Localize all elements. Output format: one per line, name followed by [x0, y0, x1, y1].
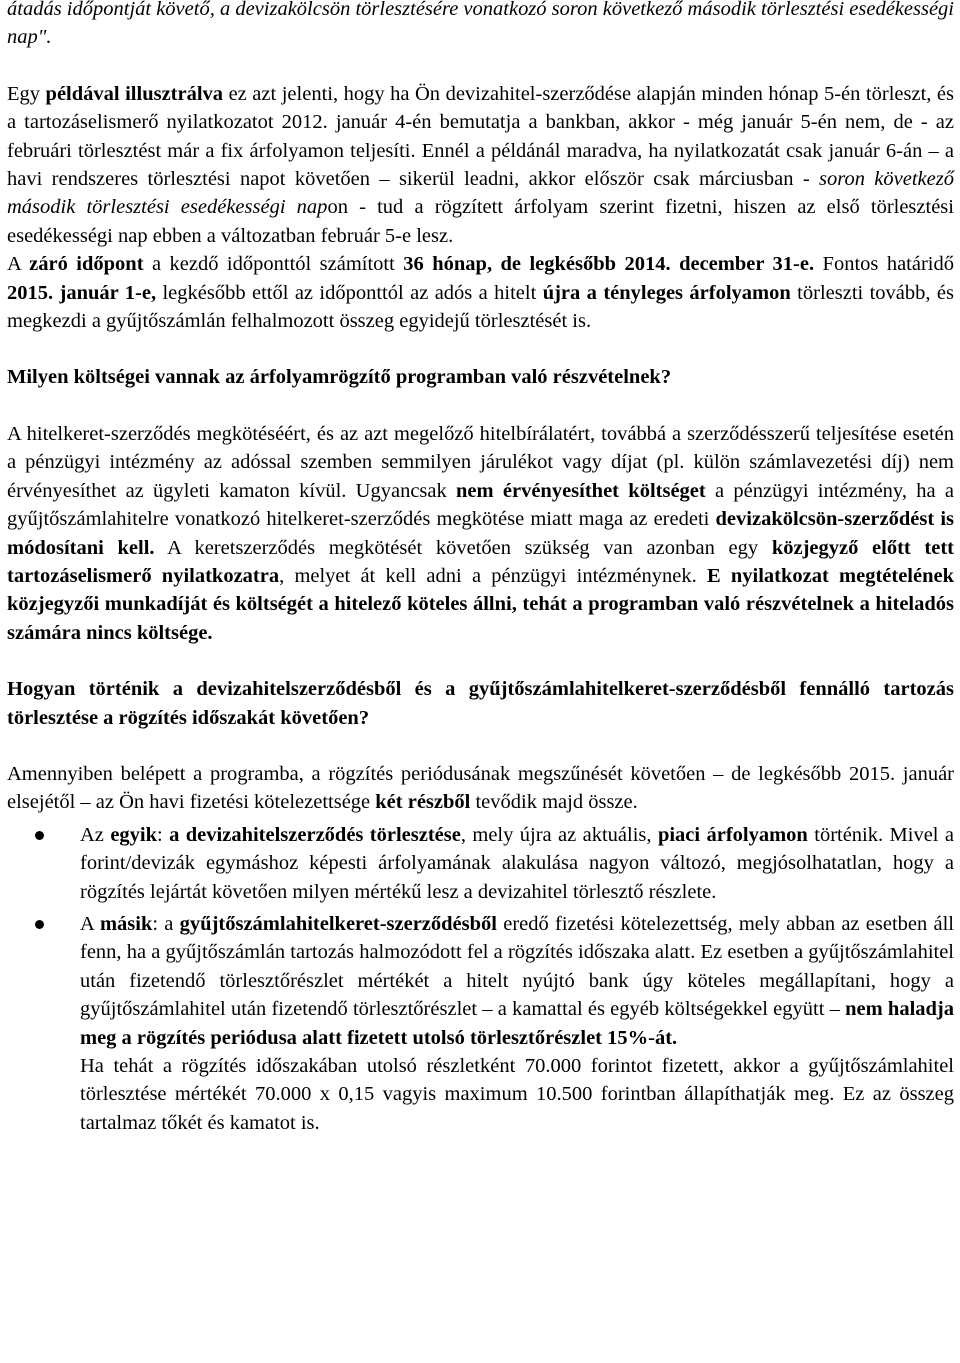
text: eredő fizetési kötelezettség, mely abban az esetben áll fenn, ha a gyűjtőszámlán tartozás halmozódott fel a rögzítés időszaka alatt. Ez esetben a gyűjtőszámlahitel után fizetendő törlesztőrészlet mértékét a hitelt nyújtó bank úgy köteles megállapítani, hogy a gyűjtőszámlahitel után fizetendő törlesztőrészlet – a kamattal és egyéb költségekkel együtt –: [80, 912, 955, 1021]
text: Egy: [7, 82, 46, 105]
bullet-icon: [35, 831, 44, 840]
text: A keretszerződés megkötését követően szükség van azonban egy: [154, 536, 772, 559]
paragraph-example-calculation: [7, 1052, 954, 1137]
bold-text: közjegyző előtt tett tartozáselismerő nyilatkozatra: [7, 536, 954, 587]
bold-text: újra a tényleges árfolyamon: [542, 281, 791, 304]
text: Fontos határidő: [814, 253, 954, 276]
paragraph-repayment: [7, 760, 954, 817]
bold-text: egyik: [110, 823, 158, 846]
text: A: [7, 253, 30, 276]
bold-text: E nyilatkozat megtételének közjegyzői munkadíját és költségét a hitelező köteles állni, tehát a programban való részvételnek a hiteladós számára nincs költsége.: [7, 564, 955, 644]
paragraph-deadline: [7, 250, 954, 335]
text: tevődik majd össze.: [470, 791, 638, 814]
bold-text: két részből: [375, 791, 471, 814]
italic-text: soron következő második törlesztési esedékességi nap: [7, 168, 954, 219]
bold-text: másik: [99, 912, 153, 935]
text: :: [157, 823, 170, 846]
text: történik. Mivel a forint/devizák egymáshoz képesti árfolyamának alakulása nagyon változó, megjósolhatatlan, hogy a rögzítés lejártát követően milyen mértékű lesz a devizahitel törlesztő részlete.: [80, 823, 955, 903]
italic-text: átadás időpontját követő, a devizakölcsön törlesztésére vonatkozó soron következő második törlesztési esedékességi nap".: [7, 0, 954, 49]
bold-text: piaci árfolyamon: [657, 823, 808, 846]
text: a pénzügyi intézmény, ha a gyűjtőszámlahitelre vonatkozó hitelkeret-szerződés megkötése miatt maga az eredeti: [7, 479, 954, 531]
bullet-list: [7, 821, 954, 1052]
bold-text: záró időpont: [29, 253, 144, 276]
list-item: [7, 910, 954, 1052]
bold-text: 36 hónap, de legkésőbb 2014. december 31-e.: [403, 253, 815, 276]
paragraph-example: [7, 80, 954, 250]
text: Ha tehát a rögzítés időszakában utolsó részletként 70.000 forintot fizetett, akkor a gyűjtőszámlahitel törlesztése mértékét 70.000 x 0,15 vagyis maximum 10.500 forintban állapíthatják meg. Ez az összeg tartalmaz tőkét és kamatot is.: [80, 1055, 954, 1134]
paragraph-intro-tail: [7, 0, 954, 52]
text: , melyet át kell adni a pénzügyi intézménynek.: [279, 564, 707, 587]
bold-text: 2015. január 1-e,: [7, 281, 157, 304]
list-item: [7, 821, 954, 906]
text: legkésőbb ettől az időponttól az adós a hitelt: [156, 281, 543, 304]
text: : a: [152, 912, 180, 935]
bold-text: a devizahitelszerződés törlesztése: [169, 823, 461, 846]
bold-text: nem haladja meg a rögzítés periódusa alatt fizetett utolsó törlesztőrészlet 15%-át.: [80, 998, 954, 1049]
text: Amennyiben belépett a programba, a rögzítés periódusának megszűnését követően – de legkésőbb 2015. január elsejétől – az Ön havi fizetési kötelezettsége: [7, 762, 954, 814]
text: ez azt jelenti, hogy ha Ön devizahitel-szerződése alapján minden hónap 5-én törleszt, és a tartozáselismerő nyilatkozatot 2012. január 4-én bemutatja a bankban, akkor - még január 5-én nem, de - az februári törlesztést már a fix árfolyamon teljesíti. Ennél a példánál maradva, ha nyilatkozatát csak január 6-án – a havi rendszeres törlesztési napot követően – sikerül leadni, akkor először csak márciusban -: [7, 82, 954, 191]
text: A hitelkeret-szerződés megkötéséért, és az azt megelőző hitelbírálatért, továbbá a szerződésszerű teljesítése esetén a pénzügyi intézmény az adóssal szemben semmilyen járulékot vagy díjat (pl. külön számlavezetési díj) nem érvényesíthet az ügyleti kamaton kívül. Ugyancsak: [7, 422, 954, 502]
text: on - tud a rögzített árfolyam szerint fizetni, hiszen az első törlesztési esedékességi nap ebben a változatban február 5-e lesz.: [7, 196, 954, 247]
bold-text: példával illusztrálva: [45, 82, 224, 105]
paragraph-costs: [7, 420, 954, 647]
text: a kezdő időponttól számított: [143, 253, 404, 276]
text: Az: [80, 823, 111, 846]
heading-repayment: Hogyan történik a devizahitelszerződésből és a gyűjtőszámlahitelkeret-szerződésből fennálló tartozás törlesztése a rögzítés időszakát követően?: [7, 678, 954, 729]
text: törleszti tovább, és megkezdi a gyűjtőszámlán felhalmozott összeg egyidejű törlesztését is.: [7, 281, 955, 333]
text: , mely újra az aktuális,: [460, 823, 658, 846]
bold-text: gyűjtőszámlahitelkeret-szerződésből: [179, 912, 497, 935]
bullet-icon: [35, 920, 44, 929]
bold-text: nem érvényesíthet költséget: [456, 479, 706, 502]
heading-costs: Milyen költségei vannak az árfolyamrögzítő programban való részvételnek?: [7, 366, 672, 389]
text: A: [80, 912, 100, 935]
bold-text: devizakölcsön-szerződést is módosítani kell.: [7, 508, 955, 559]
